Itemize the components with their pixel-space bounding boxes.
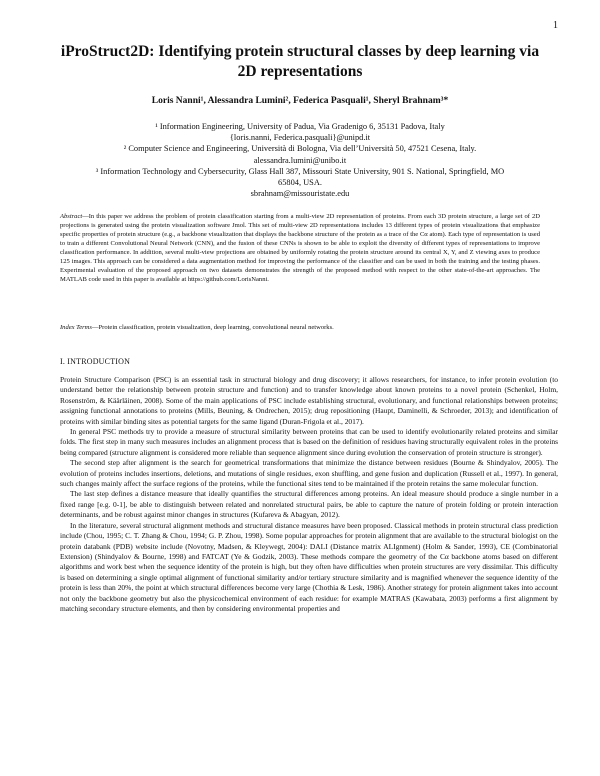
section-heading: I. INTRODUCTION xyxy=(60,357,131,366)
paragraph: The last step defines a distance measure that ideally quantifies the structural differences among proteins. An ideal measure should produce a single number in a fixed range [e.g. 0-1], be able to distinguish between related and nonrelated structural pairs, be able to capture the nature of protein folding or protein interaction determinants, and be robust against minor changes in structures (Kufareva & Abagyan, 2012). xyxy=(60,489,558,520)
paragraph: The second step after alignment is the search for geometrical transformations that minimize the distance between residues (Bourne & Shindyalov, 2005). The evolution of proteins includes insertions, deletions, and mutations of single residues, exon shuffling, and gene fusion and duplication (Russell et al., 1997). In general, such changes mainly affect the surface regions of the proteins, while the functional sites tend to be maintained if the protein retains the same molecular function. xyxy=(60,458,558,489)
abstract-text: —In this paper we address the problem of protein classification starting from a multi-view 2D representation of proteins. From each 3D protein structure, a large set of 2D projections is generated using the protein visualization software Jmol. This set of multi-view 2D representations includes 13 different types of protein visualizations that emphasize specific properties of protein structure (e.g., a backbone visualization that displays the backbone structure of the protein as a trace of the Cα atom). Each type of representation is used to train a different Convolutional Neural Network (CNN), and the fusion of these CNNs is shown to be able to exploit the diversity of different types of representations to improve classification performance. In addition, several multi-view projections are obtained by uniformly rotating the protein structure around its central X, Y, and Z viewing axes to produce 125 images. This approach can be considered a data augmentation method for improving the performance of the classifier and can be used in both the training and the testing phases. Experimental evaluation of the proposed approach on two datasets demonstrates the strength of the proposed method with respect to the other state-of-the-art approaches. The MATLAB code used in this paper is available at https://github.com/LorisNanni. xyxy=(60,213,540,284)
abstract xyxy=(60,212,540,284)
index-terms-text: —Protein classification, protein visualization, deep learning, convolutional neural networks. xyxy=(91,324,334,331)
affiliation-3: ³ Information Technology and Cybersecurity, Glass Hall 387, Missouri State University, 901 S. National, Springfield, MO 65804, USA. xyxy=(95,166,505,188)
body-text xyxy=(60,375,558,614)
author-list: Loris Nanni¹, Alessandra Lumini², Federica Pasquali¹, Sheryl Brahnam³* xyxy=(151,96,449,106)
abstract-label: Abstract xyxy=(60,213,83,220)
paragraph: In general PSC methods try to provide a measure of structural similarity between proteins that can be used to identify evolutionarily related proteins and similar folds. The first step in many such measures includes an alignment process that is based on the definition of residues having structurally equivalent roles in the proteins being compared (structure alignment is considered more reliable than sequence alignment since during evolution the conservation of protein structure is stronger). xyxy=(60,427,558,457)
affiliation-2: ² Computer Science and Engineering, Università di Bologna, Via dell’Università 50, 47521 Cesena, Italy. xyxy=(123,144,477,154)
index-terms xyxy=(60,323,540,332)
page-number: 1 xyxy=(553,20,558,31)
affiliation-2-email: alessandra.lumini@unibo.it xyxy=(253,155,347,165)
paragraph: In the literature, several structural alignment methods and structural distance measures have been proposed. Classical methods in protein structural class prediction include (Chou, 1995; C. T. Zhang & Chou, 1994; G. P. Zhou, 1998). Some popular approaches for protein alignment that are available to the structural biologist on the protein databank (PDB) website include (Novotny, Madsen, & Kleywegt, 2004): DALI (Distance matrix ALIgnment) (Holm & Sander, 1993), CE (Combinatorial Extension) (Shindyalov & Bourne, 1998) and FATCAT (Ye & Godzik, 2003). These methods compare the geometry of the Cα backbone atoms based on different algorithms and work best when the sequence identity of the protein is high, but they often have difficulties when protein structures are very dissimilar. This difficulty is based on determining a single optimal alignment of functional similarity and/or tertiary structure similarity and is magnified whenever the sequence identity of the protein is less than 20%, the point at which structural differences become very large (Chothia & Lesk, 1986). Another strategy for protein alignment takes into account not only the backbone geometry but also the physicochemical environment of each residue: for example MATRAS (Kawabata, 2003) performs a first alignment by matching secondary structure elements, and then by considering environmental properties and xyxy=(60,520,558,613)
affiliation-1: ¹ Information Engineering, University of Padua, Via Gradenigo 6, 35131 Padova, Italy xyxy=(155,122,445,131)
index-terms-label: Index Terms xyxy=(60,324,92,331)
affiliation-1-email: {loris.nanni, Federica.pasquali}@unipd.it xyxy=(229,133,371,143)
affiliations xyxy=(90,121,510,199)
paragraph: Protein Structure Comparison (PSC) is an essential task in structural biology and drug discovery; it allows researchers, for instance, to infer protein evolution (to understand better the relationship between protein structure and function) and to transfer knowledge about known proteins to a novel protein (Schenkel, Holm, Rosenström, & Käärläinen, 2008). Some of the main applications of PSC include establishing structural, evolutionary, and functional relationships between proteins; assigning functional annotations to proteins (Mills, Beuning, & Ondrechen, 2015); drug repositioning (Haupt, Daminelli, & Schroeder, 2013); and identification of proteins with similar binding sites as potential targets for the same ligand (Duran-Frigola et al., 2017). xyxy=(60,375,558,426)
paper-title: iProStruct2D: Identifying protein structural classes by deep learning via 2D representations xyxy=(60,43,540,80)
affiliation-3-email: sbrahnam@missouristate.edu xyxy=(250,189,350,199)
